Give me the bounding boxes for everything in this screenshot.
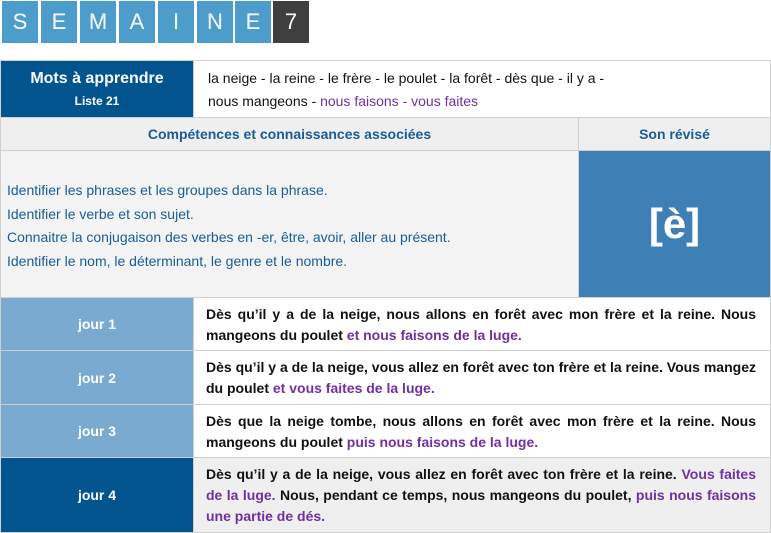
day-sentence xyxy=(193,350,771,405)
skill-item: Identifier les phrases et les groupes dans la phrase. xyxy=(7,182,328,198)
day-sentence xyxy=(193,404,771,458)
title-letter: I xyxy=(158,1,194,43)
day-sentence xyxy=(193,457,771,533)
skills-list xyxy=(0,150,579,298)
sentence-text: Dès qu’il y a de la neige, vous allez en forêt avec ton frère et la reine. xyxy=(206,466,682,482)
sentence-highlight: et vous faites de la luge. xyxy=(272,380,435,396)
words-line-2-highlight: nous faisons - vous faites xyxy=(320,93,479,109)
skills-header: Compétences et connaissances associées xyxy=(0,117,579,151)
words-line-2: nous mangeons - xyxy=(208,93,321,109)
words-list-number: Liste 21 xyxy=(74,94,120,108)
skill-item: Identifier le verbe et son sujet. xyxy=(7,205,194,222)
title-letter: M xyxy=(80,1,116,43)
sentence-highlight: puis nous faisons de la luge. xyxy=(346,434,539,450)
title-letter: N xyxy=(197,1,233,43)
title-letter: S xyxy=(2,1,38,43)
sentence-highlight: Vous faites de la luge. xyxy=(206,466,756,503)
sentence-highlight: et nous faisons de la luge. xyxy=(346,327,522,343)
day-label: jour 1 xyxy=(0,297,194,351)
sentence-text: Nous, pendant ce temps, nous mangeons du poulet, xyxy=(275,487,636,503)
title-letter: A xyxy=(119,1,155,43)
sound-value: [è] xyxy=(578,150,771,298)
day-sentence xyxy=(193,297,771,351)
skill-item: Identifier le nom, le déterminant, le genre et le nombre. xyxy=(7,252,348,269)
title-letter: E xyxy=(235,1,271,43)
sound-header: Son révisé xyxy=(578,117,771,151)
words-line-1: la neige - la reine - le frère - le poulet - la forêt - dès que - il y a - xyxy=(208,70,605,86)
day-label: jour 3 xyxy=(0,404,194,458)
sentence-highlight: puis nous faisons une partie de dés. xyxy=(206,487,756,524)
words-label xyxy=(0,60,194,118)
day-label: jour 4 xyxy=(0,457,194,533)
sentence-text: Dès qu’il y a de la neige, vous allez en forêt avec ton frère et la reine. Vous mangez du poulet xyxy=(206,359,756,396)
sentence-text: Dès qu’il y a de la neige, nous allons en forêt avec mon frère et la reine. Nous mangeons du poulet xyxy=(206,306,756,343)
skill-item: Connaitre la conjugaison des verbes en -er, être, avoir, aller au présent. xyxy=(7,229,451,245)
words-list xyxy=(193,60,771,118)
week-number: 7 xyxy=(273,1,309,43)
day-label: jour 2 xyxy=(0,350,194,405)
words-title: Mots à apprendre xyxy=(30,70,164,87)
sentence-text: Dès que la neige tombe, nous allons en forêt avec mon frère et la reine. Nous mangeons du poulet xyxy=(206,413,756,450)
title-letter: E xyxy=(41,1,77,43)
